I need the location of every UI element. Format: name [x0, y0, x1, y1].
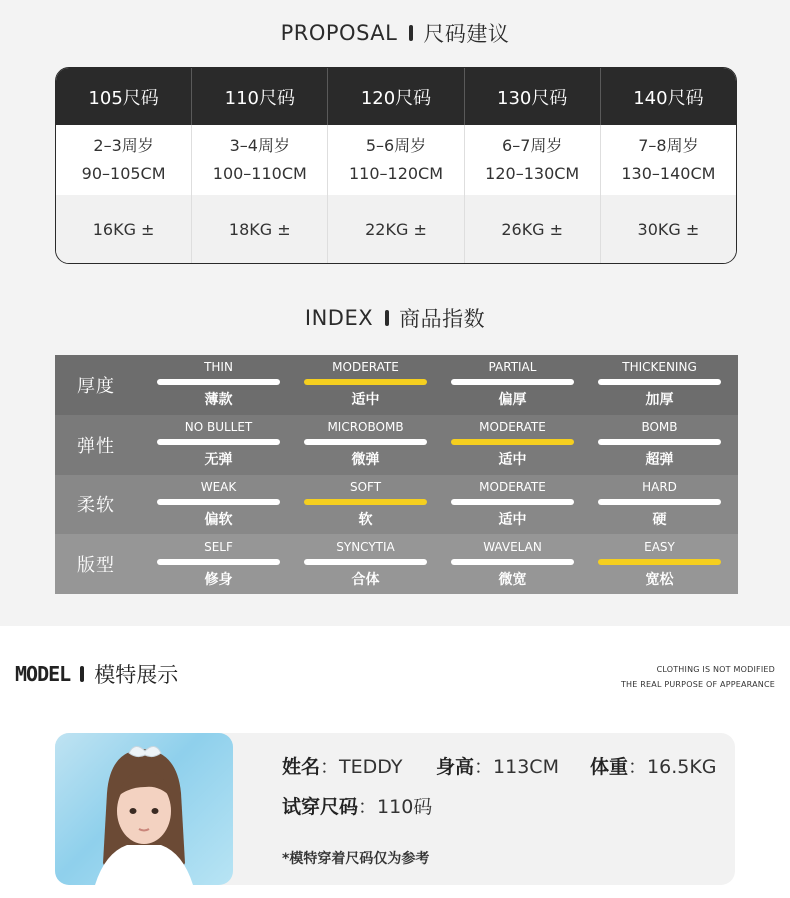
- index-indicator: [451, 559, 574, 565]
- proposal-title: [0, 18, 790, 48]
- index-option: [586, 415, 733, 475]
- weight-value: 16.5KG: [647, 756, 717, 778]
- index-indicator: [157, 439, 280, 445]
- age-range: 5–6周岁: [365, 136, 427, 155]
- index-indicator: [598, 499, 721, 505]
- index-title: [0, 303, 790, 333]
- model-note: [621, 662, 775, 692]
- index-option-zh: 无弹: [204, 452, 233, 469]
- index-option-en: SYNCYTIA: [336, 539, 395, 554]
- index-option: [145, 355, 292, 415]
- title-divider: [409, 25, 413, 41]
- index-row: [55, 475, 738, 535]
- index-option-en: THIN: [204, 360, 233, 375]
- index-indicator-selected: [598, 559, 721, 565]
- index-option: [586, 534, 733, 594]
- index-option-zh: 偏软: [204, 511, 233, 528]
- size-header: 140尺码: [633, 87, 704, 109]
- size-header-row: [56, 68, 736, 125]
- colon: ：: [628, 756, 648, 778]
- model-title: [15, 660, 178, 688]
- index-indicator: [304, 559, 427, 565]
- colon: ：: [320, 756, 340, 778]
- index-option-zh: 宽松: [645, 571, 674, 588]
- weight-cell: 16KG ±: [56, 195, 192, 264]
- index-option: [586, 355, 733, 415]
- index-title-zh: 商品指数: [399, 307, 486, 331]
- weight-cell: 30KG ±: [637, 220, 700, 239]
- index-option-en: MODERATE: [479, 420, 546, 435]
- index-option: [439, 534, 586, 594]
- index-option-zh: 适中: [498, 452, 527, 469]
- index-option-en: MICROBOMB: [327, 420, 404, 435]
- model-note-line: CLOTHING IS NOT MODIFIED: [656, 665, 775, 674]
- index-row-label: 厚度: [77, 375, 115, 397]
- index-option-en: HARD: [642, 479, 677, 494]
- index-option-zh: 薄款: [204, 392, 233, 409]
- height-range: 90–105CM: [81, 164, 166, 183]
- height-label: 身高: [436, 756, 475, 778]
- index-option-en: SOFT: [349, 479, 382, 494]
- size-disclaimer: *模特穿着尺码仅为参考: [282, 851, 430, 867]
- index-indicator-selected: [304, 499, 427, 505]
- index-option-zh: 微宽: [498, 571, 527, 588]
- size-table: [55, 67, 737, 264]
- index-option: [292, 534, 439, 594]
- age-height-row: [56, 125, 736, 195]
- age-range: 3–4周岁: [229, 136, 290, 155]
- size-cell: [328, 125, 464, 195]
- index-option-en: NO BULLET: [184, 420, 253, 435]
- index-title-en: INDEX: [304, 306, 374, 330]
- weight-cell: 18KG ±: [192, 195, 328, 264]
- model-photo: [55, 733, 233, 885]
- name-label: 姓名: [282, 756, 321, 778]
- index-indicator: [157, 499, 280, 505]
- model-name-line: [282, 752, 402, 779]
- size-cell: [601, 125, 736, 195]
- index-indicator: [157, 379, 280, 385]
- model-size-line: [282, 792, 432, 819]
- index-indicator: [451, 379, 574, 385]
- index-option: [145, 415, 292, 475]
- size-cell: [192, 125, 328, 195]
- size-header: 110尺码: [192, 68, 328, 125]
- size-header: 130尺码: [465, 68, 601, 125]
- index-option: [439, 475, 586, 535]
- height-range: 120–130CM: [485, 164, 580, 183]
- proposal-title-zh: 尺码建议: [423, 22, 510, 46]
- weight-row: [56, 195, 736, 264]
- index-indicator-selected: [304, 379, 427, 385]
- colon: ：: [358, 796, 378, 818]
- height-range: 100–110CM: [212, 164, 307, 183]
- title-divider: [385, 310, 389, 326]
- index-option-en: PARTIAL: [488, 360, 537, 375]
- index-option: [292, 355, 439, 415]
- title-divider: [80, 666, 84, 682]
- model-height-line: [436, 752, 559, 779]
- model-title-zh: 模特展示: [94, 663, 179, 687]
- height-range: 130–140CM: [621, 164, 716, 183]
- index-option: [292, 475, 439, 535]
- index-option: [586, 475, 733, 535]
- index-indicator: [304, 439, 427, 445]
- model-weight-line: [590, 752, 717, 779]
- index-option: [145, 534, 292, 594]
- index-indicator-selected: [451, 439, 574, 445]
- index-option: [439, 415, 586, 475]
- index-table: [55, 355, 738, 594]
- index-option-zh: 超弹: [645, 452, 674, 469]
- index-option-zh: 修身: [204, 571, 233, 588]
- index-row-label: 柔软: [77, 495, 115, 517]
- index-option-zh: 偏厚: [498, 392, 527, 409]
- index-indicator: [598, 379, 721, 385]
- index-option-en: MODERATE: [479, 479, 546, 494]
- model-title-en: MODEL: [15, 662, 71, 686]
- index-indicator: [598, 439, 721, 445]
- age-range: 7–8周岁: [638, 136, 699, 155]
- weight-label: 体重: [590, 756, 629, 778]
- index-row: [55, 355, 738, 415]
- size-value: 110码: [377, 796, 433, 818]
- index-row-label: 弹性: [77, 435, 115, 457]
- index-option-zh: 加厚: [645, 392, 674, 409]
- weight-cell: 26KG ±: [465, 195, 601, 264]
- name-value: TEDDY: [339, 756, 403, 778]
- index-option-zh: 适中: [498, 511, 527, 528]
- size-cell: [465, 125, 601, 195]
- index-option-zh: 硬: [652, 511, 667, 528]
- size-cell: [56, 125, 192, 195]
- index-option-en: MODERATE: [332, 360, 399, 375]
- size-label: 试穿尺码: [282, 796, 359, 818]
- index-option: [145, 475, 292, 535]
- index-row: [55, 415, 738, 475]
- height-range: 110–120CM: [348, 164, 444, 183]
- proposal-title-en: PROPOSAL: [280, 21, 398, 45]
- index-indicator: [451, 499, 574, 505]
- colon: ：: [474, 756, 494, 778]
- size-header: 105尺码: [56, 68, 192, 125]
- age-range: 6–7周岁: [502, 136, 563, 155]
- index-option-zh: 软: [358, 511, 373, 528]
- index-row-label: 版型: [77, 555, 115, 577]
- index-option-zh: 适中: [351, 392, 380, 409]
- index-option-en: BOMB: [641, 420, 678, 435]
- model-note-line: THE REAL PURPOSE OF APPEARANCE: [620, 680, 775, 689]
- index-row: [55, 534, 738, 594]
- index-option-en: EASY: [644, 539, 675, 554]
- index-option-en: THICKENING: [622, 360, 697, 375]
- index-option-en: WEAK: [200, 479, 237, 494]
- age-range: 2–3周岁: [93, 136, 154, 155]
- index-option-zh: 微弹: [351, 452, 380, 469]
- weight-cell: 22KG ±: [328, 195, 464, 264]
- index-option: [439, 355, 586, 415]
- index-option-zh: 合体: [351, 571, 380, 588]
- size-header: 120尺码: [328, 68, 464, 125]
- height-value: 113CM: [493, 756, 559, 778]
- index-option-en: SELF: [204, 539, 233, 554]
- model-photo-illustration: [55, 733, 233, 885]
- index-indicator: [157, 559, 280, 565]
- index-option: [292, 415, 439, 475]
- index-option-en: WAVELAN: [483, 539, 542, 554]
